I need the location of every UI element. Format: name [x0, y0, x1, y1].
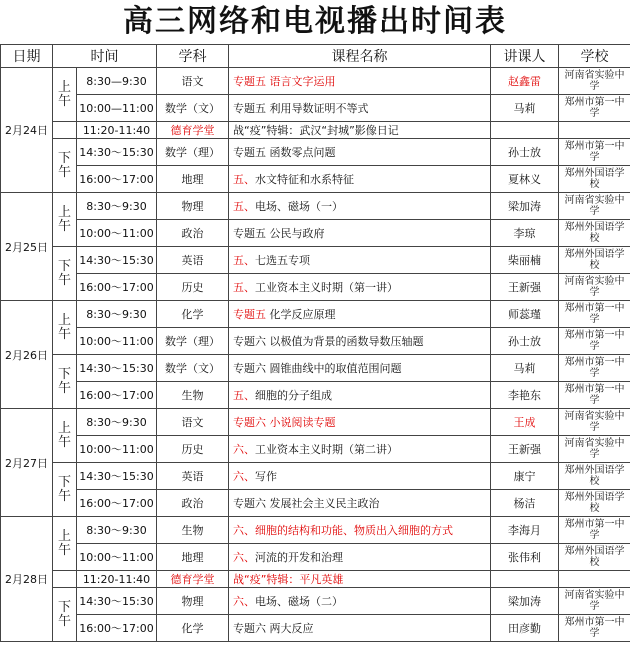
- course-cell: [229, 193, 491, 220]
- teacher-cell: 孙士放: [491, 139, 559, 166]
- subject-cell: 政治: [157, 220, 229, 247]
- subject-cell: 生物: [157, 382, 229, 409]
- pm-label: 下 午: [53, 139, 77, 193]
- teacher-cell: 田彦勤: [491, 615, 559, 642]
- teacher-cell: 马莉: [491, 355, 559, 382]
- subject-cell: 数学（文）: [157, 95, 229, 122]
- topic-red-text: 专题五 语言文字运用: [233, 75, 336, 88]
- header-teacher: 讲课人: [491, 45, 559, 68]
- time-cell: 10:00—11:00: [77, 95, 157, 122]
- topic-text: 水文特征和水系特征: [255, 173, 354, 186]
- school-cell: 郑州市第一中学: [559, 139, 630, 166]
- date-cell: 2月25日: [1, 193, 53, 301]
- course-cell: [229, 615, 491, 642]
- header-row: [1, 45, 630, 68]
- pm-label: 下 午: [53, 588, 77, 642]
- time-cell: 14:30～15:30: [77, 139, 157, 166]
- table-row: [1, 166, 630, 193]
- pm-label: 下 午: [53, 463, 77, 517]
- date-cell: 2月26日: [1, 301, 53, 409]
- table-row: [1, 355, 630, 382]
- teacher-cell: 夏林义: [491, 166, 559, 193]
- time-cell: 8:30～9:30: [77, 409, 157, 436]
- topic-text: 专题六 两大反应: [233, 622, 314, 635]
- date-cell: 2月24日: [1, 68, 53, 193]
- time-cell: 14:30～15:30: [77, 463, 157, 490]
- header-subject: 学科: [157, 45, 229, 68]
- subject-cell: 生物: [157, 517, 229, 544]
- pm-label: 下 午: [53, 355, 77, 409]
- teacher-cell: 柴丽楠: [491, 247, 559, 274]
- school-cell: 河南省实验中学: [559, 588, 630, 615]
- time-cell: 11:20-11:40: [77, 571, 157, 588]
- topic-text: 化学反应原理: [266, 308, 336, 321]
- school-cell: 郑州外国语学校: [559, 490, 630, 517]
- topic-red-text: 六、: [233, 470, 255, 483]
- subject-cell: 英语: [157, 463, 229, 490]
- topic-red-text: 六、: [233, 551, 255, 564]
- table-row: [1, 193, 630, 220]
- subject-cell: 地理: [157, 544, 229, 571]
- am-label: 上 午: [53, 517, 77, 571]
- school-cell: 郑州外国语学校: [559, 544, 630, 571]
- teacher-cell: 王成: [491, 409, 559, 436]
- header-course: 课程名称: [229, 45, 491, 68]
- school-cell: 郑州市第一中学: [559, 382, 630, 409]
- teacher-cell: 张伟利: [491, 544, 559, 571]
- subject-cell: 地理: [157, 166, 229, 193]
- am-label: 上 午: [53, 409, 77, 463]
- school-cell: 河南省实验中学: [559, 193, 630, 220]
- course-cell: [229, 247, 491, 274]
- subject-cell: 数学（理）: [157, 328, 229, 355]
- topic-text: 专题六 发展社会主义民主政治: [233, 497, 380, 510]
- am-label: 上 午: [53, 68, 77, 122]
- time-cell: 14:30～15:30: [77, 355, 157, 382]
- teacher-cell: [491, 571, 559, 588]
- course-cell: [229, 517, 491, 544]
- subject-cell: 语文: [157, 68, 229, 95]
- am-label: 上 午: [53, 193, 77, 247]
- topic-text: 七选五专项: [255, 254, 310, 267]
- topic-text: 工业资本主义时期（第二讲）: [255, 443, 398, 456]
- table-row: [1, 382, 630, 409]
- table-row: [1, 463, 630, 490]
- topic-red-text: 六、: [233, 595, 255, 608]
- course-cell: [229, 220, 491, 247]
- school-cell: 郑州市第一中学: [559, 355, 630, 382]
- topic-red-text: 五、: [233, 281, 255, 294]
- teacher-cell: 孙士放: [491, 328, 559, 355]
- school-cell: 河南省实验中学: [559, 409, 630, 436]
- subject-cell: 德育学堂: [157, 122, 229, 139]
- table-row: [1, 68, 630, 95]
- school-cell: 郑州外国语学校: [559, 463, 630, 490]
- table-row: [1, 122, 630, 139]
- teacher-cell: 梁加涛: [491, 588, 559, 615]
- table-row: [1, 588, 630, 615]
- time-cell: 16:00～17:00: [77, 615, 157, 642]
- course-cell: [229, 139, 491, 166]
- time-cell: 10:00～11:00: [77, 220, 157, 247]
- course-cell: [229, 490, 491, 517]
- time-cell: 14:30～15:30: [77, 247, 157, 274]
- page-title: 高三网络和电视播出时间表: [123, 4, 507, 39]
- time-cell: 14:30～15:30: [77, 588, 157, 615]
- course-cell: [229, 571, 491, 588]
- school-cell: 郑州市第一中学: [559, 615, 630, 642]
- table-row: [1, 490, 630, 517]
- time-cell: 8:30～9:30: [77, 301, 157, 328]
- time-cell: 8:30～9:30: [77, 517, 157, 544]
- topic-red-text: 五、: [233, 200, 255, 213]
- teacher-cell: 赵鑫雷: [491, 68, 559, 95]
- course-cell: [229, 122, 491, 139]
- subject-cell: 数学（文）: [157, 355, 229, 382]
- topic-text: 专题五 公民与政府: [233, 227, 325, 240]
- subject-cell: 德育学堂: [157, 571, 229, 588]
- header-school: 学校: [559, 45, 630, 68]
- teacher-cell: 师蕊瑾: [491, 301, 559, 328]
- table-row: [1, 220, 630, 247]
- table-row: [1, 409, 630, 436]
- course-cell: [229, 436, 491, 463]
- teacher-cell: 康宁: [491, 463, 559, 490]
- header-date: 日期: [1, 45, 53, 68]
- school-cell: [559, 122, 630, 139]
- teacher-cell: 马莉: [491, 95, 559, 122]
- subject-cell: 物理: [157, 588, 229, 615]
- topic-text: 专题六 圆锥曲线中的取值范围问题: [233, 362, 402, 375]
- topic-red-text: 六、: [233, 443, 255, 456]
- teacher-cell: [491, 122, 559, 139]
- time-cell: 16:00～17:00: [77, 274, 157, 301]
- course-cell: [229, 274, 491, 301]
- subject-cell: 政治: [157, 490, 229, 517]
- topic-text: 河流的开发和治理: [255, 551, 343, 564]
- time-cell: 8:30—9:30: [77, 68, 157, 95]
- time-cell: 16:00～17:00: [77, 166, 157, 193]
- time-cell: 16:00～17:00: [77, 490, 157, 517]
- table-row: [1, 544, 630, 571]
- topic-text: 电场、磁场（一）: [255, 200, 343, 213]
- table-row: [1, 571, 630, 588]
- subject-cell: 化学: [157, 301, 229, 328]
- time-cell: 10:00～11:00: [77, 544, 157, 571]
- time-cell: 11:20-11:40: [77, 122, 157, 139]
- segment-blank: [53, 571, 77, 588]
- topic-text: 专题五 函数零点问题: [233, 146, 336, 159]
- course-cell: [229, 355, 491, 382]
- time-cell: 16:00～17:00: [77, 382, 157, 409]
- schedule-table: [0, 44, 630, 642]
- topic-text: 细胞的分子组成: [255, 389, 332, 402]
- course-cell: [229, 328, 491, 355]
- course-cell: [229, 544, 491, 571]
- topic-text: 工业资本主义时期（第一讲）: [255, 281, 398, 294]
- table-row: [1, 436, 630, 463]
- topic-red-text: 六、细胞的结构和功能、物质出入细胞的方式: [233, 524, 453, 537]
- teacher-cell: 李海月: [491, 517, 559, 544]
- subject-cell: 物理: [157, 193, 229, 220]
- table-row: [1, 328, 630, 355]
- topic-text: 战“疫”特辑：武汉“封城”影像日记: [233, 124, 399, 137]
- topic-red-text: 专题五: [233, 308, 266, 321]
- school-cell: 郑州外国语学校: [559, 220, 630, 247]
- date-cell: 2月27日: [1, 409, 53, 517]
- topic-red-text: 战“疫”特辑：平凡英雄: [233, 573, 344, 586]
- school-cell: 郑州市第一中学: [559, 95, 630, 122]
- school-cell: 郑州外国语学校: [559, 247, 630, 274]
- school-cell: 郑州市第一中学: [559, 517, 630, 544]
- course-cell: [229, 409, 491, 436]
- topic-text: 电场、磁场（二）: [255, 595, 343, 608]
- table-row: [1, 517, 630, 544]
- topic-red-text: 专题六 小说阅读专题: [233, 416, 336, 429]
- school-cell: 郑州市第一中学: [559, 301, 630, 328]
- table-row: [1, 615, 630, 642]
- course-cell: [229, 463, 491, 490]
- topic-red-text: 五、: [233, 389, 255, 402]
- topic-red-text: 五、: [233, 254, 255, 267]
- school-cell: 河南省实验中学: [559, 436, 630, 463]
- table-row: [1, 301, 630, 328]
- table-row: [1, 139, 630, 166]
- teacher-cell: 李琼: [491, 220, 559, 247]
- school-cell: 郑州市第一中学: [559, 328, 630, 355]
- topic-text: 写作: [255, 470, 277, 483]
- subject-cell: 历史: [157, 274, 229, 301]
- segment-blank: [53, 122, 77, 139]
- schedule-body: [1, 68, 630, 642]
- course-cell: [229, 68, 491, 95]
- subject-cell: 英语: [157, 247, 229, 274]
- subject-cell: 历史: [157, 436, 229, 463]
- topic-red-text: 五、: [233, 173, 255, 186]
- am-label: 上 午: [53, 301, 77, 355]
- subject-cell: 语文: [157, 409, 229, 436]
- course-cell: [229, 95, 491, 122]
- teacher-cell: 梁加涛: [491, 193, 559, 220]
- topic-text: 专题五 利用导数证明不等式: [233, 102, 369, 115]
- teacher-cell: 王新强: [491, 436, 559, 463]
- course-cell: [229, 382, 491, 409]
- teacher-cell: 王新强: [491, 274, 559, 301]
- table-row: [1, 95, 630, 122]
- teacher-cell: 李艳东: [491, 382, 559, 409]
- table-row: [1, 247, 630, 274]
- time-cell: 10:00～11:00: [77, 436, 157, 463]
- subject-cell: 化学: [157, 615, 229, 642]
- teacher-cell: 杨洁: [491, 490, 559, 517]
- school-cell: 河南省实验中学: [559, 274, 630, 301]
- date-cell: 2月28日: [1, 517, 53, 642]
- school-cell: 河南省实验中学: [559, 68, 630, 95]
- time-cell: 8:30～9:30: [77, 193, 157, 220]
- school-cell: [559, 571, 630, 588]
- subject-cell: 数学（理）: [157, 139, 229, 166]
- course-cell: [229, 301, 491, 328]
- course-cell: [229, 166, 491, 193]
- school-cell: 郑州外国语学校: [559, 166, 630, 193]
- table-row: [1, 274, 630, 301]
- time-cell: 10:00～11:00: [77, 328, 157, 355]
- course-cell: [229, 588, 491, 615]
- header-time: 时间: [53, 45, 157, 68]
- topic-text: 专题六 以极值为背景的函数导数压轴题: [233, 335, 424, 348]
- pm-label: 下 午: [53, 247, 77, 301]
